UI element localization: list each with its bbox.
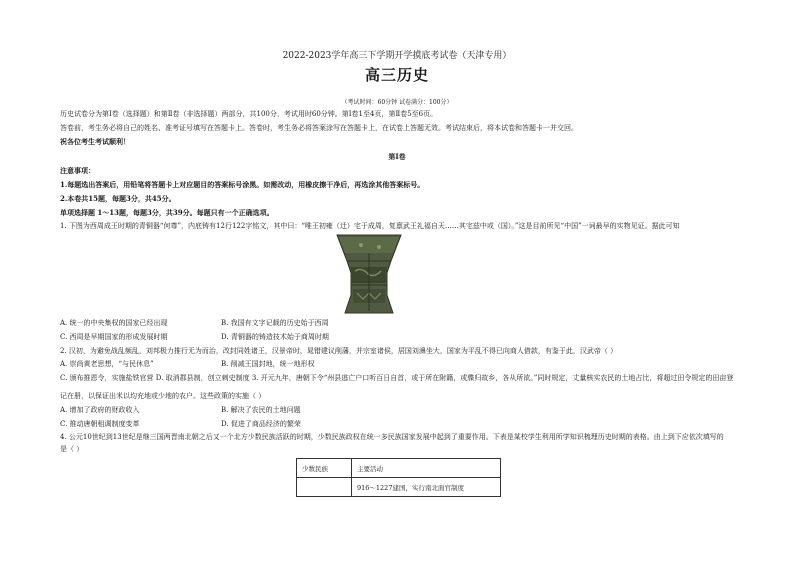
q3-option-b: B. 解决了农民的土地问题 — [221, 406, 301, 414]
q2-stem: 2. 汉初，为避免战乱频乱，刘邦极力推行无为而治，改封同姓诸王，汉景帝时，晁错建议削藩，并宗室诸侯，居国刘濞坐大，国家为平乱不得已向商人借款，有鉴于此，汉武帝（ ） — [60, 347, 618, 355]
q3-stem-continued: 记在册，以保证出米以均充地或少地的农户。这些政策的实施（ ） — [60, 392, 266, 400]
exam-title: 2022-2023学年高三下学期开学摸底考试卷（天津专用） — [282, 51, 512, 61]
q4-stem-continued: 是（ ） — [60, 445, 84, 453]
section-title: 第Ⅰ卷 — [388, 152, 406, 161]
table-header-cell: 少数民族 — [297, 459, 352, 478]
table-cell: 916～1227建国，实行南北面官制度 — [352, 478, 501, 497]
table-header-cell: 主要活动 — [352, 459, 501, 478]
exam-meta: （考试时间：60分钟 试卷满分：100分） — [341, 99, 453, 106]
q3-option-c: C. 推动唐朝租调制度变革 — [60, 420, 140, 428]
table-cell — [297, 478, 352, 497]
notes-line-3: 单项选择题 1～13题，每题3分，共39分。每题只有一个正确选项。 — [60, 208, 274, 217]
q2-option-b: B. 削减王国封地，统一地形权 — [221, 360, 315, 368]
intro-line-2: 答卷前，考生务必将自己的姓名、准考证号填写在答题卡上。答卷时，考生务必将答案涂写在答题卡上，在试卷上答题无效。考试结束后，将本试卷和答题卡一并交回。 — [60, 124, 578, 132]
q1-stem: 1. 下图为西周成王时期的青铜器“何尊”，内底铸有12行122字铭文，其中曰：“唯王初雍（迁）宅于成周，复禀武王礼福自天……其宅兹中或（国）。”这是目前所见“中国”一词最早的实物见证。据此可知 — [60, 222, 680, 230]
notes-line-2: 2.本卷共15题，每题3分，共45分。 — [60, 194, 176, 203]
bronze-zun-image — [333, 233, 405, 317]
q1-option-a: A. 统一的中央集权的国家已经出现 — [60, 319, 168, 327]
intro-line-3: 祝各位考生考试顺利！ — [60, 137, 130, 146]
q4-stem: 4. 公元10世纪到13世纪是继三国两晋南北朝之后又一个北方少数民族活跃的时期，少数民族政权在统一多民族国家发展中起到了重要作用。下表是某校学生利用所学知识梳理历史时期的表格。由上到下应依次填写的 — [60, 433, 724, 441]
q3-option-d: D. 促进了商品经济的繁荣 — [221, 420, 301, 428]
notes-heading: 注意事项： — [60, 166, 95, 175]
q1-option-b: B. 我国有文字记载的历史始于西周 — [221, 319, 329, 327]
notes-line-1: 1.每题选出答案后，用铅笔将答题卡上对应题目的答案标号涂黑。如需改动，用橡皮擦干净后，再选涂其他答案标号。 — [60, 180, 425, 189]
q3-option-a: A. 增加了政府的财政收入 — [60, 406, 140, 414]
subject-title: 高三历史 — [364, 66, 429, 84]
q1-option-c: C. 西周是早期国家的形成发展时期 — [60, 333, 168, 341]
table-header-row — [297, 459, 501, 478]
q1-option-d: D. 青铜器的铸造技术始于商周时期 — [221, 333, 329, 341]
q4-table — [296, 458, 501, 497]
q3-stem: C. 颁布推恩令，实施盐铁官营 D. 取消郡县制，创立刺史制度 3. 开元九年，唐朝下令“州县逃亡户口听百日自首，或于所在附籍，或牒归故乡，各从所欲。”同时规定，丈量核实农民的土地占比，将超过田令规定的田亩登 — [60, 374, 734, 382]
table-row — [297, 478, 501, 497]
q2-option-a: A. 崇尚黄老思想，“与民休息” — [60, 360, 154, 368]
intro-line-1: 历史试卷分为第Ⅰ卷（选择题）和第Ⅱ卷（非选择题）两部分，共100分，考试用时60分钟。第Ⅰ卷1至4页，第Ⅱ卷5至6页。 — [60, 110, 438, 118]
